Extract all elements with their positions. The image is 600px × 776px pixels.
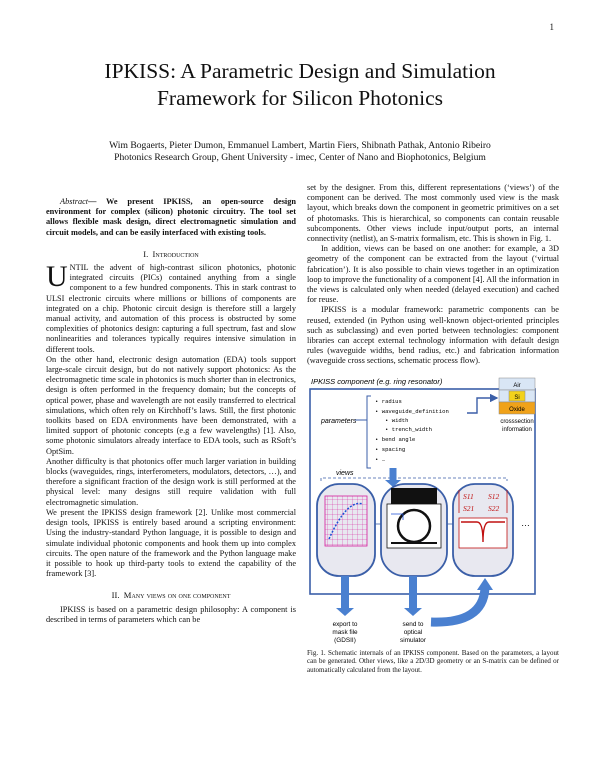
affiliation: Photonics Research Group, Ghent University - imec, Center of Nano and Biophotonics, Belgium — [114, 152, 486, 163]
svg-text:simulator: simulator — [400, 636, 426, 644]
s12: S12 — [488, 491, 500, 501]
param-spacing: • spacing — [375, 445, 406, 453]
param-more: • … — [375, 455, 386, 463]
svg-text:(GDSII): (GDSII) — [334, 636, 356, 644]
label-oxide: Oxide — [509, 406, 525, 413]
author-list: Wim Bogaerts, Pieter Dumon, Emmanuel Lambert, Martin Fiers, Shibnath Pathak, Antonio Ribeiro — [109, 140, 491, 151]
label-air: Air — [513, 382, 521, 389]
views-paragraph-2: In addition, views can be based on one another: for example, a 3D geometry of the component can be extracted from the layout (‘virtual fabrication’). It is also possible to chain views together in an optimization loop to improve the functionality of a component [4]. All the information in the views is calculated only when needed (delayed execution) and cached for reuse. — [307, 244, 559, 305]
abstract-label: Abstract — [60, 197, 89, 206]
section-title: Introduction — [152, 248, 199, 259]
page-number: 1 — [549, 22, 554, 32]
abstract — [46, 197, 296, 238]
section-number: I. — [143, 248, 149, 259]
drop-cap: U — [46, 260, 68, 294]
param-waveguide-definition: • waveguide_definition — [375, 407, 449, 415]
right-column — [307, 183, 559, 674]
more-views-ellipsis: … — [521, 517, 530, 528]
intro-paragraph-1: UNTIL the advent of high-contrast silicon photonics, photonic integrated circuits (PICs) contained anything from a single component to a few hundred components. This in stark contrast to ULSI electronic circuits where millions or billions of components are integrated on a chip. Photonic circuit design is therefore still a largely manual activity, and automation of this process is obstructed by some complexities of photonics design: capturing a full spectrum, fast and slow nonlinearities and tolerances typically requires intensive simulation in different tools. — [46, 260, 296, 354]
views-label: views — [336, 469, 354, 477]
svg-text:export to: export to — [332, 620, 358, 628]
title-line-1: IPKISS: A Parametric Design and Simulation — [104, 59, 496, 83]
export-label — [332, 621, 358, 644]
intro-paragraph-3: Another difficulty is that photonics offer much larger variation in building blocks (waveguides, rings, interferometers, modulators, detectors, …), and therefore a significant fraction of the design work is still performed at the physical level: many designs still require validation with full electromagnetic simulation. — [46, 456, 296, 507]
s21: S21 — [463, 503, 475, 513]
author-block — [40, 140, 560, 164]
simulator-label — [400, 621, 427, 644]
figure-header: IPKISS component (e.g. ring resonator) — [311, 376, 443, 386]
views-paragraph-3: IPKISS is a modular framework: parametric components can be reused, extended (in Python using well-known object-oriented principles such as subclassing) and even ported between technologies: component libraries can accept external technology information with default design rules (waveguide widths, bend radius, etc.) and fabrication information (waveguide cross sections, schematic process flow). — [307, 305, 559, 366]
parameters-label: parameters — [321, 417, 357, 425]
label-si: Si — [514, 394, 520, 401]
section-heading-views — [46, 590, 296, 600]
views-paragraph-1: IPKISS is based on a parametric design philosophy: A component is described in terms of parameters which can be — [46, 604, 296, 624]
section-heading-introduction — [46, 249, 296, 259]
section-title: Many views on one component — [123, 590, 231, 601]
paper-title — [40, 58, 560, 112]
crosssection-label-2: information — [502, 426, 532, 433]
figure-caption: Fig. 1. Schematic internals of an IPKISS component. Based on the parameters, a layout can be generated. Other views, like a 2D/3D geometry or an S-matrix can be defined or automatically calculated from the layout. — [307, 648, 559, 674]
smatrix-view-panel — [453, 484, 513, 576]
figure-1 — [307, 374, 559, 674]
svg-text:send to: send to — [402, 620, 424, 628]
component-diagram — [307, 374, 559, 670]
param-trench-width: • trench_width — [385, 425, 433, 433]
param-radius: • radius — [375, 397, 402, 405]
title-line-2: Framework for Silicon Photonics — [156, 86, 444, 110]
intro-paragraph-4: We present the IPKISS design framework [2]. Unlike most commercial design tools, IPKISS is entirely based around a scripting environment: Using the industry-standard Python language, it is possible to design and simulate individual photonic components and hook them up into complex circuits. The open nature of the framework and the Python language make it possible to hook up third-party tools to extend the capability of the framework [3]. — [46, 507, 296, 579]
section-number: II. — [111, 590, 120, 601]
param-bend-angle: • bend angle — [375, 435, 416, 443]
geometry-view-panel — [381, 484, 447, 576]
s11: S11 — [463, 491, 474, 501]
views-paragraph-continued: set by the designer. From this, different representations (‘views’) of the component can be derived. The most commonly used view is the mask layout, which breaks down the component in geometric primitives on a set of photomasks. This is hierarchical, so components can contain reusable subcomponents. Other views include input/output ports, an internal connectivity (netlist), an S-matrix formalism, etc. This is shown in Fig. 1. — [307, 183, 559, 244]
svg-text:optical: optical — [403, 628, 423, 636]
left-column — [46, 197, 296, 625]
s22: S22 — [488, 503, 500, 513]
svg-text:mask file: mask file — [332, 628, 358, 636]
layer-stack — [499, 378, 535, 433]
abstract-text: — We present IPKISS, an open-source design environment for complex (silicon) photonic circuitry. The tool set allows flexible mask design, direct electromagnetic simulation and circuit models, and can be easily interfaced with existing tools. — [46, 197, 296, 237]
param-width: • width — [385, 416, 409, 424]
crosssection-label: crosssection — [500, 418, 534, 425]
intro-paragraph-2: On the other hand, electronic design automation (EDA) tools support large-scale circuit design, but do not natively support photonics: As the electromagnetic time scale in photonics is much shorter than in electronics, design is often performed in the frequency domain; but the concepts of optical power, phase and wavelength are not easily transferred to electrical simulations, which often rely on Kirchhoff’s laws. Still, the first photonic toolkits based on EDA environments have been demonstrated, with a limited support of photonic concepts (e.g a few wavelengths) [1]. Also, some photonic simulators already interface to EDA tools, such as RSoft’s OptSim. — [46, 354, 296, 456]
layout-view-panel — [317, 484, 375, 576]
